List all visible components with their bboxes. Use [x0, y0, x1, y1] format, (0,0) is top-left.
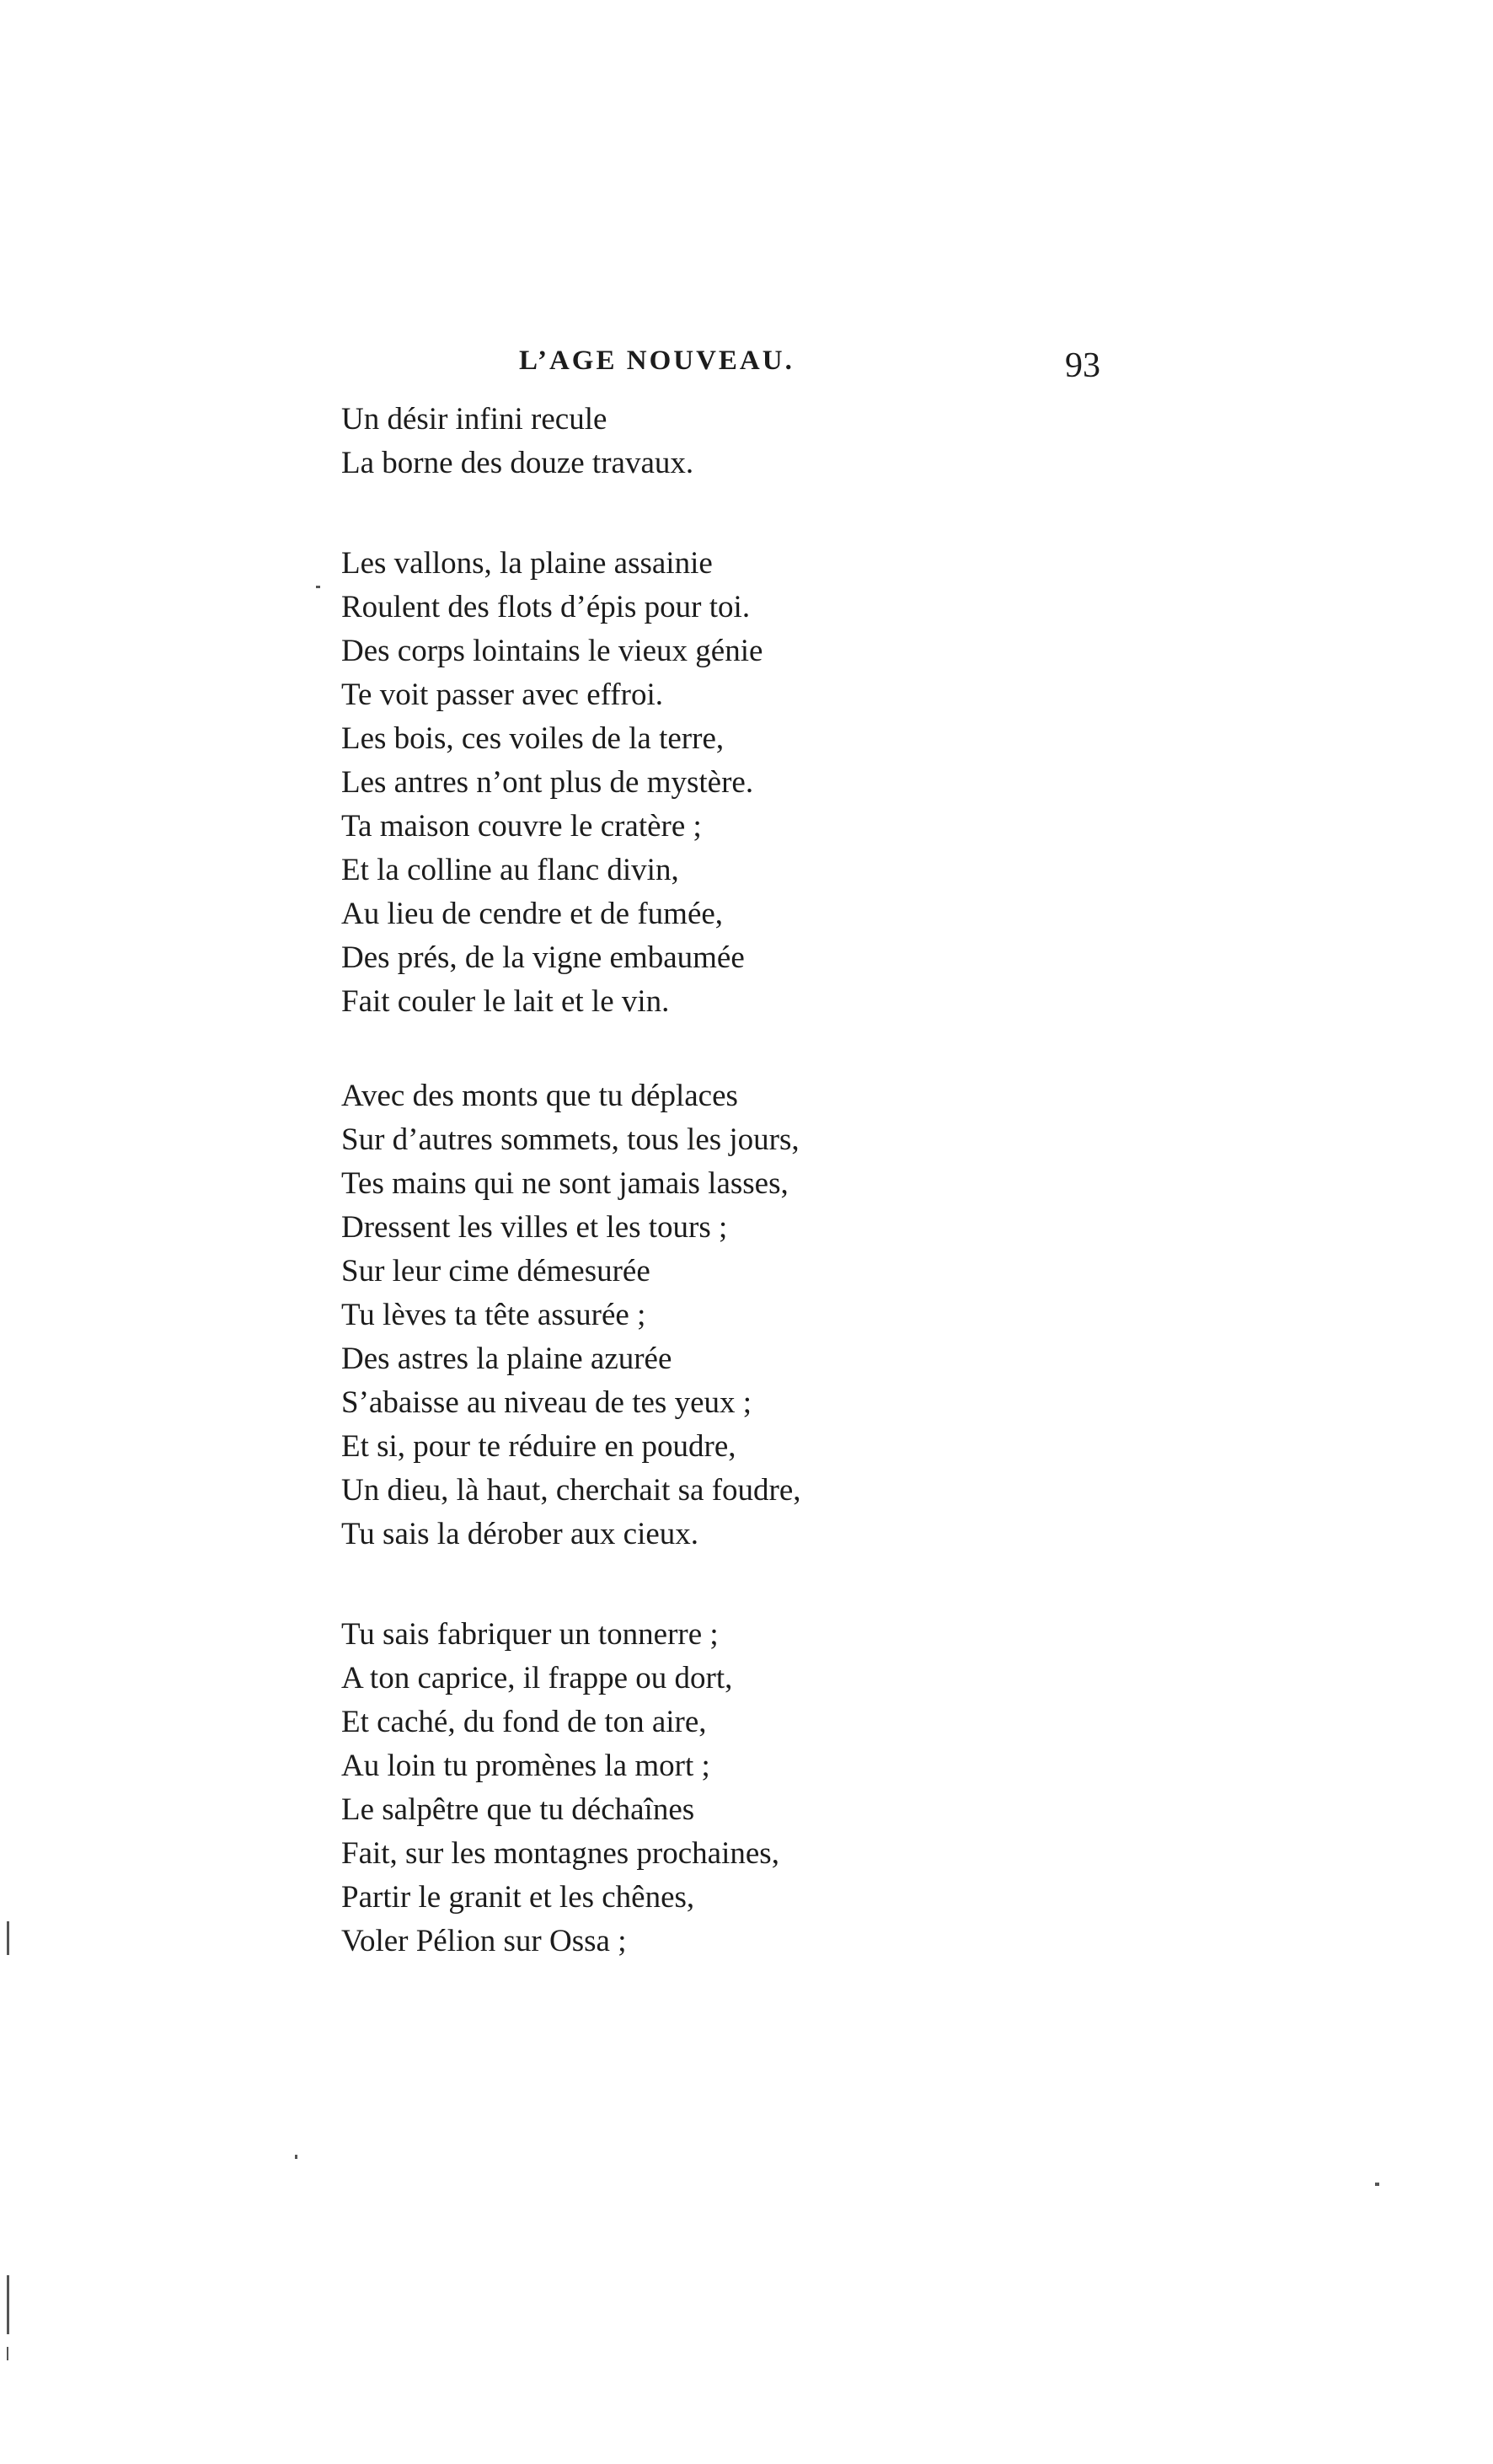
poem-body [341, 398, 1100, 1963]
scan-margin-mark [7, 1921, 9, 1955]
verse-line: Sur d’autres sommets, tous les jours, [341, 1122, 800, 1157]
verse-line: Tes mains qui ne sont jamais lasses, [341, 1166, 789, 1201]
running-head-title: L’AGE NOUVEAU. [519, 345, 795, 376]
scan-margin-mark [7, 2275, 9, 2334]
verse-line: Les antres n’ont plus de mystère. [341, 765, 754, 800]
verse-line: Partir le granit et les chênes, [341, 1880, 695, 1915]
scan-speck [1375, 2183, 1379, 2186]
verse-line: Des astres la plaine azurée [341, 1342, 672, 1376]
verse-line: Fait, sur les montagnes prochaines, [341, 1836, 779, 1871]
verse-line: Tu sais la dérober aux cieux. [341, 1517, 699, 1551]
verse-line: Fait couler le lait et le vin. [341, 984, 670, 1019]
stanza-3 [341, 1074, 1100, 1556]
scan-speck [295, 2155, 297, 2159]
verse-line: Te voit passer avec effroi. [341, 678, 663, 712]
verse-line: Et si, pour te réduire en poudre, [341, 1429, 736, 1464]
scan-margin-mark [7, 2347, 8, 2360]
verse-line: A ton caprice, il frappe ou dort, [341, 1661, 733, 1695]
page-number: 93 [1065, 346, 1100, 385]
verse-line: Et caché, du fond de ton aire, [341, 1705, 707, 1739]
verse-line: Tu sais fabriquer un tonnerre ; [341, 1617, 719, 1652]
verse-line: Le salpêtre que tu déchaînes [341, 1792, 695, 1827]
verse-line: Dressent les villes et les tours ; [341, 1210, 728, 1245]
scan-speck [316, 586, 320, 588]
verse-line: Au lieu de cendre et de fumée, [341, 897, 724, 931]
verse-line: Les bois, ces voiles de la terre, [341, 721, 725, 756]
verse-line: Sur leur cime démesurée [341, 1254, 650, 1288]
verse-line: Les vallons, la plaine assainie [341, 546, 713, 581]
verse-line: Des prés, de la vigne embaumée [341, 940, 745, 975]
verse-line: Et la colline au flanc divin, [341, 853, 679, 887]
verse-line: Avec des monts que tu déplaces [341, 1079, 738, 1113]
verse-line: Des corps lointains le vieux génie [341, 634, 763, 668]
verse-line: S’abaisse au niveau de tes yeux ; [341, 1385, 752, 1420]
verse-line: Un désir infini recule [341, 402, 607, 437]
stanza-1 [341, 398, 1100, 485]
stanza-2 [341, 542, 1100, 1024]
verse-line: Roulent des flots d’épis pour toi. [341, 590, 751, 624]
verse-line: Voler Pélion sur Ossa ; [341, 1924, 627, 1958]
verse-line: Tu lèves ta tête assurée ; [341, 1298, 646, 1332]
verse-line: La borne des douze travaux. [341, 446, 694, 480]
verse-line: Ta maison couvre le cratère ; [341, 809, 702, 844]
stanza-4 [341, 1613, 1100, 1963]
verse-line: Un dieu, là haut, cherchait sa foudre, [341, 1473, 801, 1508]
verse-line: Au loin tu promènes la mort ; [341, 1749, 710, 1783]
